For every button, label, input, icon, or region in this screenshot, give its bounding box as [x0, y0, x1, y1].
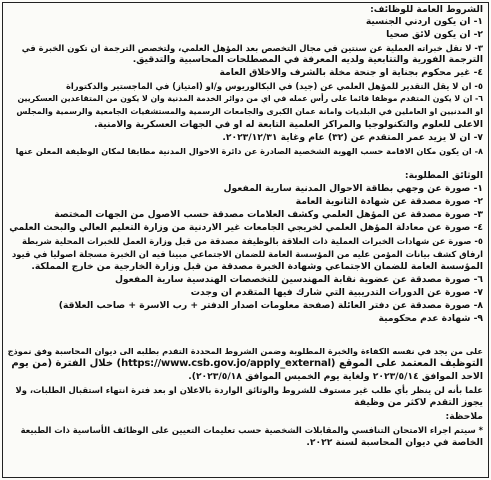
condition-line: ٧- ان لا يزيد عمر المتقدم عن (٣٢) عام وغاية ٢٠٢٣/١٢/٣١.: [222, 132, 483, 143]
note-line: الخاصة في ديوان المحاسبة لسنة ٢٠٢٢.: [306, 437, 483, 448]
condition-line: ٥- ان لا يقل التقدير للمؤهل العلمي عن (جيد) في البكالوريوس و/او (امتياز) في الماجستير والدكتوراة: [65, 81, 483, 91]
application-period-line: الاحد الموافق ٢٠٢٣/٥/١٤ ولغاية يوم الخميس الموافق ٢٠٢٣/٥/١٨).: [188, 371, 483, 382]
required-documents-heading: الوثائق المطلوبة:: [404, 170, 483, 181]
condition-line: الاعلى للعلوم والتكنولوجيا والمراكز العلمية التابعة له او في الجهات العسكرية والامنية.: [94, 119, 483, 130]
condition-line: ٢- ان يكون لائق صحيا: [386, 29, 483, 40]
document-line: ٦- صورة مصدقة عن عضوية نقابة المهندسين للتخصصات الهندسية سارية المفعول: [114, 274, 483, 285]
document-line: ٣- صورة مصدقة عن المؤهل العلمي وكشف العلامات مصدقة حسب الاصول من الجهات المختصة: [54, 209, 483, 220]
condition-line: ٣- لا تقل خبراته العملية عن سنتين في مجال التخصص بعد المؤهل العلمي، ولتخصص الترجمة ان تكون الخبرة في: [21, 43, 483, 53]
condition-line: او المدنيين او العاملين في البلديات وامانة عمان الكبرى والجامعات الرسمية والمستشفيات الجامعية والرسمية والمجلس: [16, 107, 483, 116]
document-line: ١- صورة عن وجهي بطاقة الاحوال المدنية سارية المفعول: [223, 183, 483, 194]
condition-line: ٨- ان يكون مكان الاقامة حسب الهوية الشخصية الصادرة عن دائرة الاحوال المدنية مطابقا لمكان الوظيفة المعلن عنها: [15, 146, 483, 156]
document-line: المؤسسة العامة للضمان الاجتماعي وشهادة الخبرة مصدقة من قبل وزارة الخارجية من خارج المملكة.: [31, 261, 483, 272]
document-line: ٨- صورة مصدقة عن دفتر العائلة (صفحة معلومات اصدار الدفتر + رب الاسرة + صاحب العلاقة): [58, 300, 483, 311]
application-instructions-line: على من يجد في نفسه الكفاءة والخبرة المطلوبة وضمن الشروط المحددة التقدم بطلبه الى ديوان المحاسبة وفق نموذج: [8, 346, 483, 356]
note-line: * سيتم اجراء الامتحان التنافسي والمقابلات الشخصية حسب تعليمات التعيين على الوظائف الأساسية ذات الطبيعة: [20, 425, 483, 435]
document-line: ٧- صورة عن الدورات التدريبية التي شارك فيها المتقدم ان وجدت: [190, 287, 483, 298]
application-url-line: التوظيف المعتمد على الموقع (https://www.csb.gov.jo/apply_external) خلال الفترة (من يوم: [11, 358, 483, 369]
condition-line: ٦- ان لا يكون المتقدم موظفا قائما على رأس عمله في اي من دوائر الخدمة المدنية وان لا يكون من المتقاعدين العسكريين: [17, 94, 483, 103]
application-notice-line: يجوز التقدم لاكثر من وظيفة: [354, 397, 483, 408]
document-line: ٢- صورة مصدقة عن شهادة الثانوية العامة: [295, 196, 483, 207]
document-line: ٩- شهادة عدم محكومية: [378, 313, 483, 324]
condition-line: ١- ان يكون اردني الجنسية: [365, 16, 483, 27]
document-line: ٥- صورة عن شهادات الخبرات العملية ذات العلاقة بالوظيفة مصدقة من قبل وزارة العمل للخبرات المحلية شريطة: [21, 236, 483, 246]
document-line: ٤- صورة عن معادلة المؤهل العلمي لخريجي الجامعات غير الاردنية من وزارة التعليم العالي والبحث العلمي: [9, 222, 483, 233]
general-conditions-heading: الشروط العامة للوظائف:: [370, 4, 483, 15]
condition-line: ٤- غير محكوم بجناية او جنحة مخلة بالشرف والاخلاق العامة: [219, 67, 483, 78]
condition-line: الترجمة الفورية والتتابعية ولديه المعرفة في المصطلحات المحاسبية والتدقيق.: [132, 54, 483, 65]
document-line: ارفاق كشف بيانات المؤمن عليه من المؤسسة العامة للضمان الاجتماعي مبينا فيه ان الخبرة مسجلة اصوليا في قيود: [11, 249, 483, 259]
application-notice-line: علما بأنه لن ينظر بأي طلب غير مستوف للشروط والوثائق الواردة بالاعلان او بعد فترة انتهاء استقبال الطلبات، ولا: [15, 385, 483, 395]
note-heading: ملاحظة:: [445, 411, 483, 422]
